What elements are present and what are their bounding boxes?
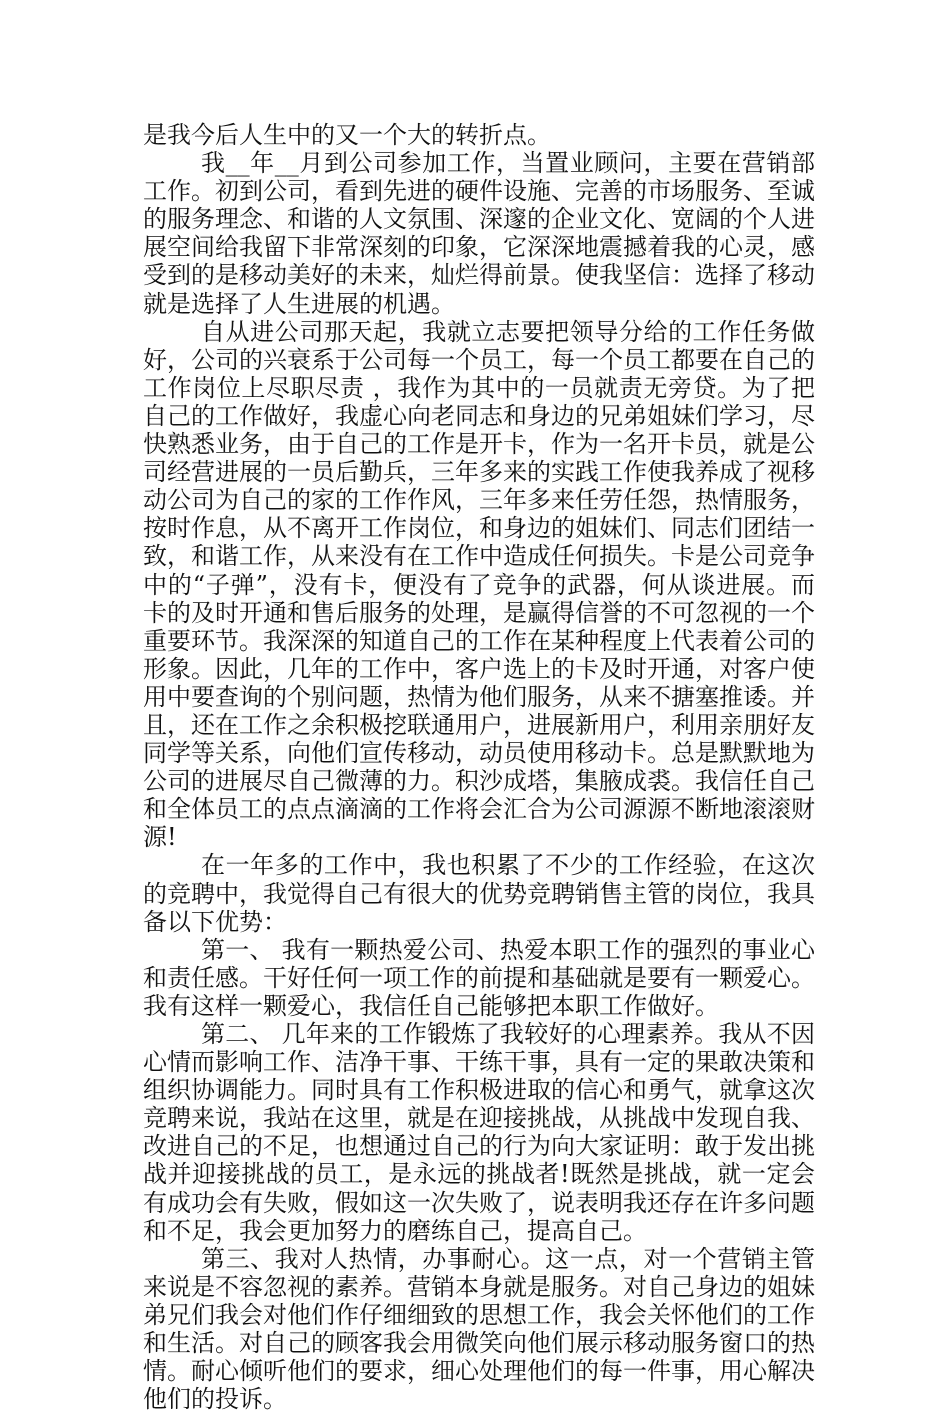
- paragraph-3: 自从进公司那天起，我就立志要把领导分给的工作任务做好，公司的兴衰系于公司每一个员工，每一个员工都要在自己的工作岗位上尽职尽责 ，我作为其中的一员就责无旁贷。为了把自己的工作做好，我虚心向老同志和身边的兄弟姐妹们学习，尽快熟悉业务，由于自己的工作是开卡，作为一名开卡员，就是公司经营进展的一员后勤兵，三年多来的实践工作使我养成了视移动公司为自己的家的工作作风，三年多来任劳任怨，热情服务，按时作息，从不离开工作岗位，和身边的姐妹们、同志们团结一致，和谐工作，从来没有在工作中造成任何损失。卡是公司竞争中的“子弹”，没有卡，便没有了竞争的武器，何从谈进展。而卡的及时开通和售后服务的处理，是赢得信誉的不可忽视的一个重要环节。我深深的知道自己的工作在某种程度上代表着公司的形象。因此，几年的工作中，客户选上的卡及时开通，对客户使用中要查询的个别问题，热情为他们服务，从来不搪塞推诿。并且，还在工作之余积极挖联通用户，进展新用户，利用亲朋好友同学等关系，向他们宣传移动，动员使用移动卡。总是默默地为公司的进展尽自己微薄的力。积沙成塔，集腋成裘。我信任自己和全体员工的点点滴滴的工作将会汇合为公司源源不断地滚滚财源!: [143, 317, 815, 852]
- paragraph-4: 在一年多的工作中，我也积累了不少的工作经验，在这次的竞聘中，我觉得自己有很大的优势竞聘销售主管的岗位，我具备以下优势：: [143, 851, 815, 936]
- paragraph-7: 第三、我对人热情，办事耐心。这一点，对一个营销主管来说是不容忽视的素养。营销本身就是服务。对自己身边的姐妹弟兄们我会对他们作仔细细致的思想工作，我会关怀他们的工作和生活。对自己的顾客我会用微笑向他们展示移动服务窗口的热情。耐心倾听他们的要求，细心处理他们的每一件事，用心解决他们的投诉。: [143, 1244, 815, 1413]
- document-body: [143, 121, 815, 1413]
- paragraph-6: 第二、 几年来的工作锻炼了我较好的心理素养。我从不因心情而影响工作、洁净干事、干练干事，具有一定的果敢决策和组织协调能力。同时具有工作积极进取的信心和勇气，就拿这次竞聘来说，我站在这里，就是在迎接挑战，从挑战中发现自我、改进自己的不足，也想通过自己的行为向大家证明：敢于发出挑战并迎接挑战的员工，是永远的挑战者!既然是挑战，就一定会有成功会有失败，假如这一次失败了，说表明我还存在许多问题和不足，我会更加努力的磨练自己，提高自己。: [143, 1020, 815, 1245]
- paragraph-5: 第一、 我有一颗热爱公司、热爱本职工作的强烈的事业心和责任感。干好任何一项工作的前提和基础就是要有一颗爱心。我有这样一颗爱心，我信任自己能够把本职工作做好。: [143, 935, 815, 1020]
- paragraph-1: 是我今后人生中的又一个大的转折点。: [143, 121, 551, 149]
- paragraph-2: 我__年__月到公司参加工作，当置业顾问，主要在营销部工作。初到公司，看到先进的硬件设施、完善的市场服务、至诚的服务理念、和谐的人文氛围、深邃的企业文化、宽阔的个人进展空间给我留下非常深刻的印象，它深深地震撼着我的心灵，感受到的是移动美好的未来，灿烂得前景。使我坚信：选择了移动就是选择了人生进展的机遇。: [143, 149, 815, 318]
